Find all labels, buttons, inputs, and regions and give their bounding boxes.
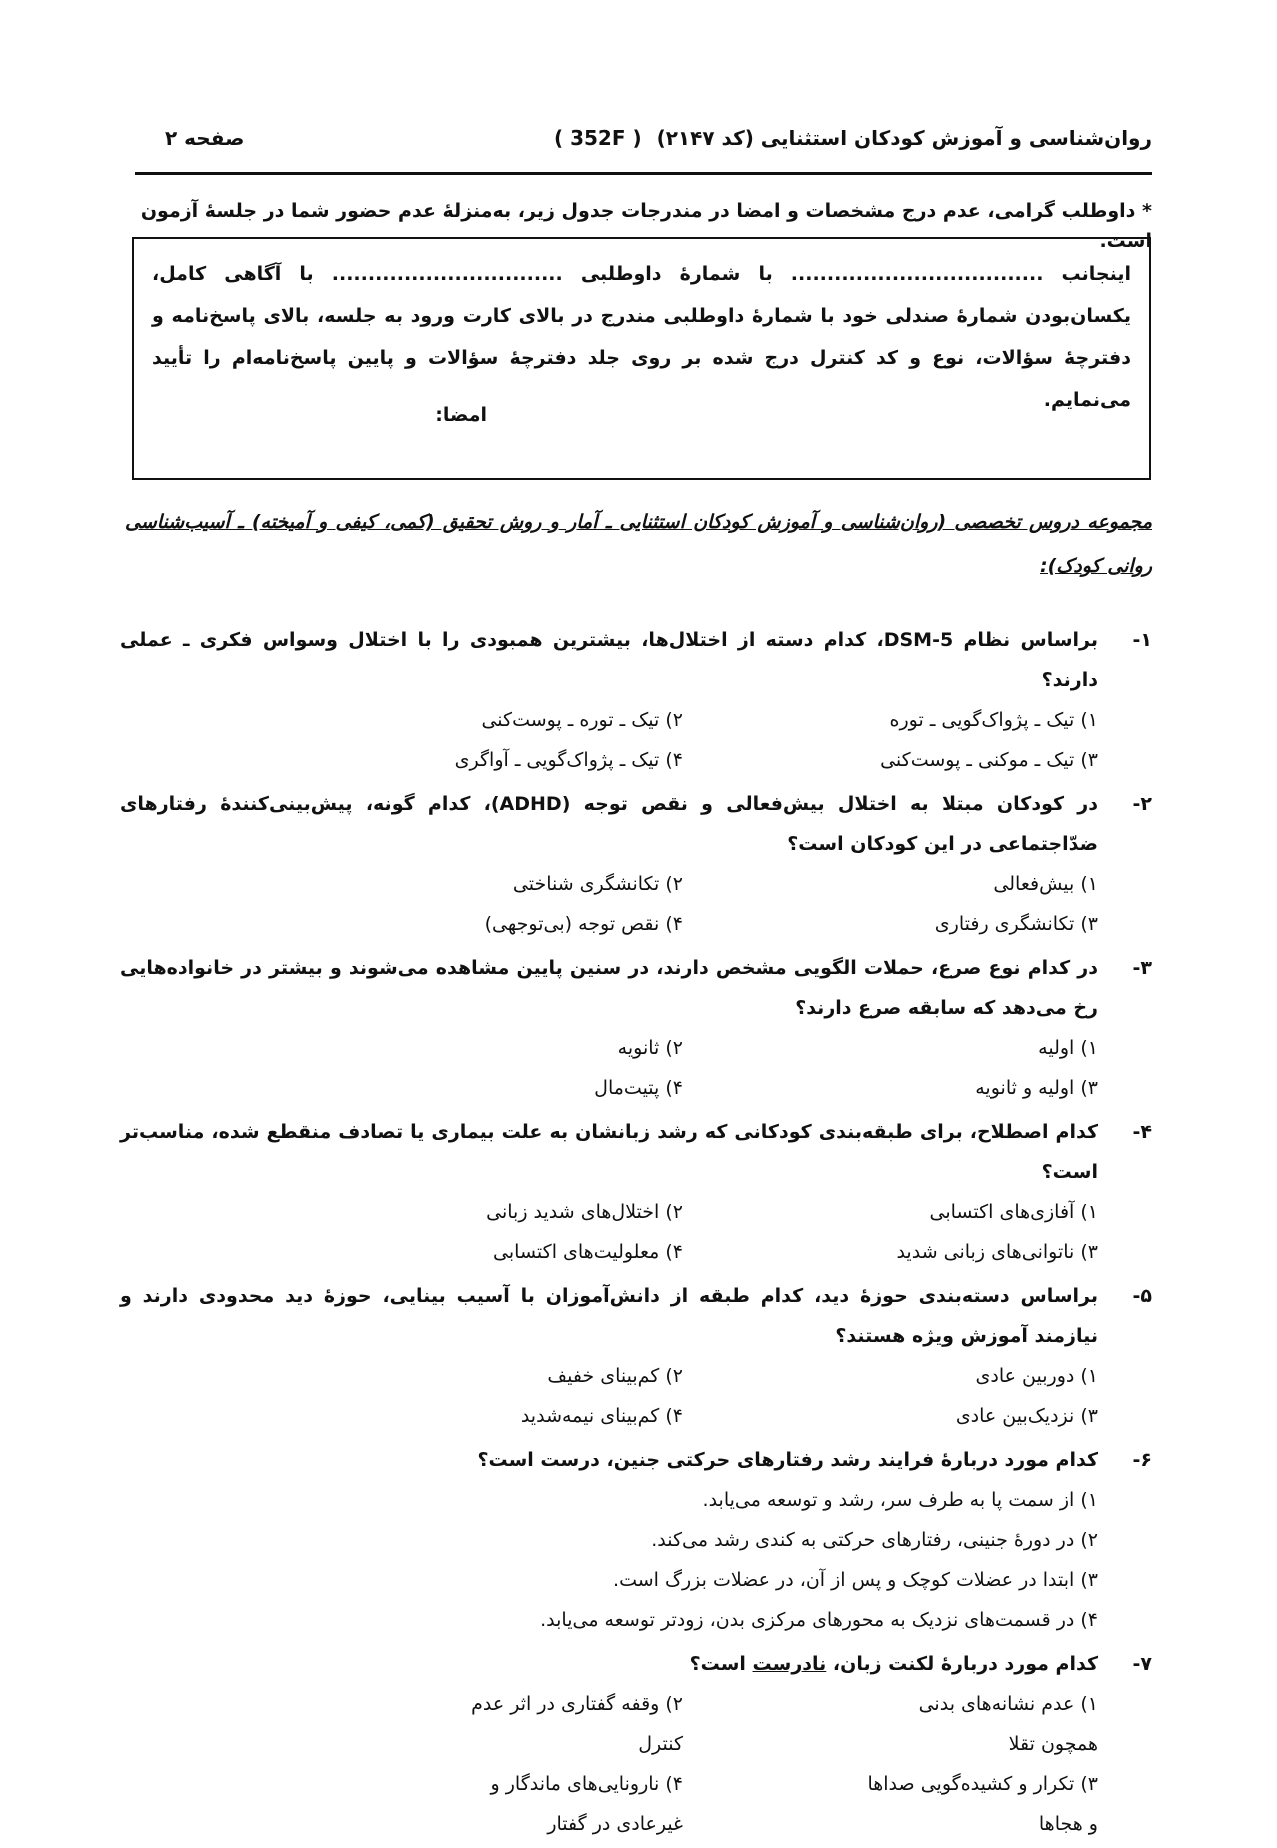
option: ۱) تیک ـ پژواک‌گویی ـ توره xyxy=(889,709,1098,731)
question-text: در کدام نوع صرع، حملات الگویی مشخص دارند، در سنین پایین مشاهده می‌شوند و بیشتر در خانواده‌هایی رخ می‌دهد که سابقه صرع دارند؟ xyxy=(120,957,1098,1019)
question-6 xyxy=(120,1440,1152,1640)
section-title: مجموعه دروس تخصصی (روان‌شناسی و آموزش کودکان استثنایی ـ آمار و روش تحقیق (کمی، کیفی و آمیخته) ـ آسیب‌شناسی روانی کودک): xyxy=(125,511,1152,577)
page-header xyxy=(165,118,1152,158)
option: ۲) در دورهٔ جنینی، رفتارهای حرکتی به کندی رشد می‌کند. xyxy=(651,1529,1098,1551)
option: ۳) نزدیک‌بین عادی xyxy=(955,1405,1098,1427)
option: ۴) نارونایی‌های ماندگار و غیرعادی در گفتار xyxy=(490,1773,683,1835)
emphasis-word: نادرست xyxy=(752,1653,827,1675)
question-text: کدام اصطلاح، برای طبقه‌بندی کودکانی که رشد زبانشان به علت بیماری یا تصادف منقطع شده، مناسب‌تر است؟ xyxy=(120,1121,1098,1183)
question-3 xyxy=(120,948,1152,1108)
question-number: ۷- xyxy=(1132,1653,1152,1675)
page-number: صفحه ۲ xyxy=(165,126,245,150)
option: ۱) بیش‌فعالی xyxy=(993,873,1098,895)
exam-title xyxy=(546,126,1152,150)
question-5 xyxy=(120,1276,1152,1436)
options xyxy=(120,1480,1098,1640)
question-number: ۵- xyxy=(1132,1285,1152,1307)
question-1 xyxy=(120,620,1152,780)
options xyxy=(120,1356,1098,1436)
header-divider xyxy=(135,172,1152,175)
question-text: کدام مورد دربارهٔ فرایند رشد رفتارهای حرکتی جنین، درست است؟ xyxy=(477,1449,1098,1471)
option: ۴) در قسمت‌های نزدیک به محورهای مرکزی بدن، زودتر توسعه می‌یابد. xyxy=(540,1609,1098,1631)
question-text: براساس نظام DSM-5، کدام دسته از اختلال‌ها، بیشترین همبودی را با اختلال وسواس فکری ـ عملی دارند؟ xyxy=(120,629,1098,691)
option: ۴) کم‌بینای نیمه‌شدید xyxy=(520,1405,683,1427)
option: ۳) ناتوانی‌های زبانی شدید xyxy=(896,1241,1098,1263)
question-list xyxy=(120,620,1152,1848)
option: ۲) اختلال‌های شدید زبانی xyxy=(486,1201,683,1223)
options xyxy=(120,1192,1098,1272)
option: ۱) عدم نشانه‌های بدنی همچون تقلا xyxy=(918,1693,1098,1755)
options xyxy=(120,1028,1098,1108)
question-number: ۴- xyxy=(1132,1121,1152,1143)
option: ۳) تیک ـ موکنی ـ پوست‌کنی xyxy=(880,749,1098,771)
option: ۳) اولیه و ثانویه xyxy=(975,1077,1098,1099)
option: ۱) اولیه xyxy=(1038,1037,1098,1059)
question-text: براساس دسته‌بندی حوزهٔ دید، کدام طبقه از دانش‌آموزان با آسیب بینایی، حوزهٔ دید محدودی دارند و نیازمند آموزش ویژه هستند؟ xyxy=(120,1285,1098,1347)
question-number: ۲- xyxy=(1132,793,1152,815)
options xyxy=(120,1684,1098,1844)
declaration-box xyxy=(132,237,1151,480)
question-text: در کودکان مبتلا به اختلال بیش‌فعالی و نقص توجه (ADHD)، کدام گونه، پیش‌بینی‌کنندهٔ رفتارهای ضدّاجتماعی در این کودکان است؟ xyxy=(120,793,1098,855)
option: ۲) کم‌بینای خفیف xyxy=(547,1365,683,1387)
option: ۴) تیک ـ پژواک‌گویی ـ آواگری xyxy=(454,749,683,771)
options xyxy=(120,700,1098,780)
candidate-notice: * داوطلب گرامی، عدم درج مشخصات و امضا در مندرجات جدول زیر، به‌منزلهٔ عدم حضور شما در جلسهٔ آزمون است. xyxy=(140,200,1152,252)
options xyxy=(120,864,1098,944)
option: ۲) وقفه گفتاری در اثر عدم کنترل xyxy=(471,1693,683,1755)
question-number: ۶- xyxy=(1132,1449,1152,1471)
question-4 xyxy=(120,1112,1152,1272)
option: ۱) آفازی‌های اکتسابی xyxy=(929,1201,1098,1223)
option: ۴) پتیت‌مال xyxy=(594,1077,683,1099)
declaration-text: اینجانب ................................... با شمارهٔ داوطلبی ................................ با آگاهی کامل، یکسان‌بودن شمارهٔ صندلی خود با شمارهٔ داوطلبی مندرج در بالای کارت ورود به جلسه، بالای پاسخ‌نامه و دفترچهٔ سؤالات، نوع و کد کنترل درج شده بر روی جلد دفترچهٔ سؤالات و پایین پاسخ‌نامه‌ام را تأیید می‌نمایم. xyxy=(152,263,1131,411)
option: ۳) تکرار و کشیده‌گویی صداها و هجاها xyxy=(867,1773,1098,1835)
option: ۱) دوربین عادی xyxy=(975,1365,1098,1387)
option: ۳) ابتدا در عضلات کوچک و پس از آن، در عضلات بزرگ است. xyxy=(613,1569,1098,1591)
question-number: ۱- xyxy=(1132,629,1152,651)
option: ۴) نقص توجه (بی‌توجهی) xyxy=(484,913,683,935)
signature-label: امضا: xyxy=(435,404,487,426)
option: ۴) معلولیت‌های اکتسابی xyxy=(493,1241,683,1263)
option: ۲) تیک ـ توره ـ پوست‌کنی xyxy=(481,709,683,731)
option: ۱) از سمت پا به طرف سر، رشد و توسعه می‌یابد. xyxy=(702,1489,1098,1511)
option: ۲) تکانشگری شناختی xyxy=(512,873,683,895)
question-text: کدام مورد دربارهٔ لکنت زبان، نادرست است؟ xyxy=(689,1653,1098,1675)
option: ۳) تکانشگری رفتاری xyxy=(934,913,1098,935)
question-2 xyxy=(120,784,1152,944)
subject-title: روان‌شناسی و آموزش کودکان استثنایی (کد ۲۱۴۷) xyxy=(656,126,1152,150)
option: ۲) ثانویه xyxy=(617,1037,683,1059)
booklet-code: ( 352F ) xyxy=(553,126,642,150)
question-number: ۳- xyxy=(1132,957,1152,979)
question-7 xyxy=(120,1644,1152,1844)
